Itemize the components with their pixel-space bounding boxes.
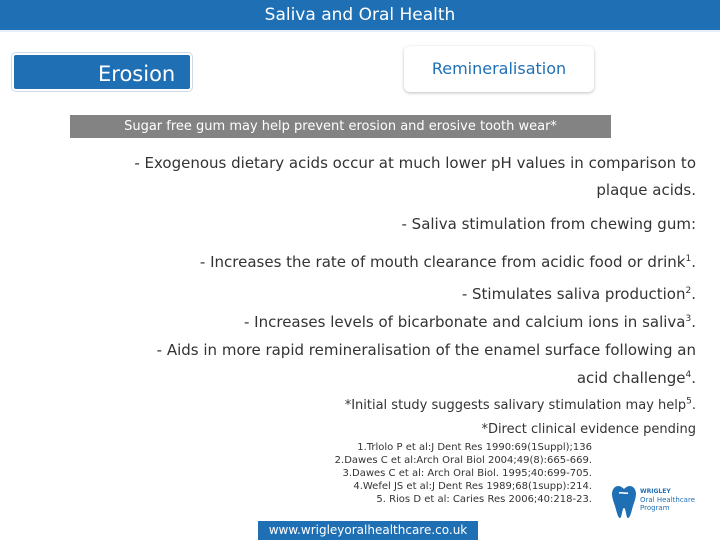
footer-url-link[interactable]: www.wrigleyoralhealthcare.co.uk — [268, 523, 468, 537]
bullet-mouth-clearance: - Increases the rate of mouth clearance from acidic food or drink$^1$. — [199, 253, 696, 271]
logo-brand: WRIGLEY — [640, 488, 671, 495]
bullet-remineralisation-cont: acid challenge$^4$. — [576, 369, 696, 387]
references-list — [270, 441, 592, 506]
citation-1: 1 — [685, 254, 692, 264]
reference-item: 5. Rios D et al: Caries Res 2006;40:218-23. — [376, 494, 592, 505]
body-line: plaque acids. — [596, 181, 696, 199]
footer-url-bar[interactable] — [258, 521, 478, 540]
tab-erosion[interactable] — [12, 53, 192, 91]
tab-remineralisation-label: Remineralisation — [431, 59, 567, 78]
bullet-bicarbonate: - Increases levels of bicarbonate and calcium ions in saliva$^3$. — [244, 313, 696, 331]
wrigley-logo — [610, 484, 710, 520]
tab-remineralisation[interactable] — [404, 46, 594, 92]
reference-item: 2.Dawes C et al:Arch Oral Biol 2004;49(8):665-669. — [334, 455, 592, 466]
logo-text — [640, 488, 695, 512]
header-bar — [0, 0, 720, 30]
tooth-icon — [610, 484, 638, 520]
body-line: - Saliva stimulation from chewing gum: — [401, 215, 696, 233]
body-line: - Exogenous dietary acids occur at much lower pH values in comparison to — [134, 154, 696, 172]
page-title: Saliva and Oral Health — [264, 5, 456, 25]
footnote-evidence-pending: *Direct clinical evidence pending — [481, 422, 696, 437]
citation-4: 4 — [685, 370, 692, 380]
citation-5: 5 — [686, 396, 692, 407]
content-body — [60, 150, 696, 442]
reference-item: 3.Dawes C et al: Arch Oral Biol. 1995;40:699-705. — [342, 468, 592, 479]
reference-item: 4.Wefel JS et al:J Dent Res 1989;68(1supp):214. — [353, 481, 592, 492]
bullet-remineralisation: - Aids in more rapid remineralisation of the enamel surface following an — [156, 341, 696, 359]
bullet-saliva-production: - Stimulates saliva production$^2$. — [461, 285, 696, 303]
logo-line: Program — [640, 504, 670, 512]
logo-line: Oral Healthcare — [640, 496, 696, 504]
tab-erosion-label: Erosion — [98, 62, 176, 86]
tagline-banner — [70, 115, 611, 138]
reference-item: 1.Trlolo P et al:J Dent Res 1990:69(1Suppl);136 — [357, 442, 592, 453]
tagline-text: Sugar free gum may help prevent erosion and erosive tooth wear* — [124, 119, 557, 134]
footnote-initial-study: *Initial study suggests salivary stimulation may help$^5$. — [344, 396, 696, 413]
header-divider — [0, 30, 720, 32]
citation-3: 3 — [685, 314, 692, 324]
citation-2: 2 — [685, 286, 692, 296]
